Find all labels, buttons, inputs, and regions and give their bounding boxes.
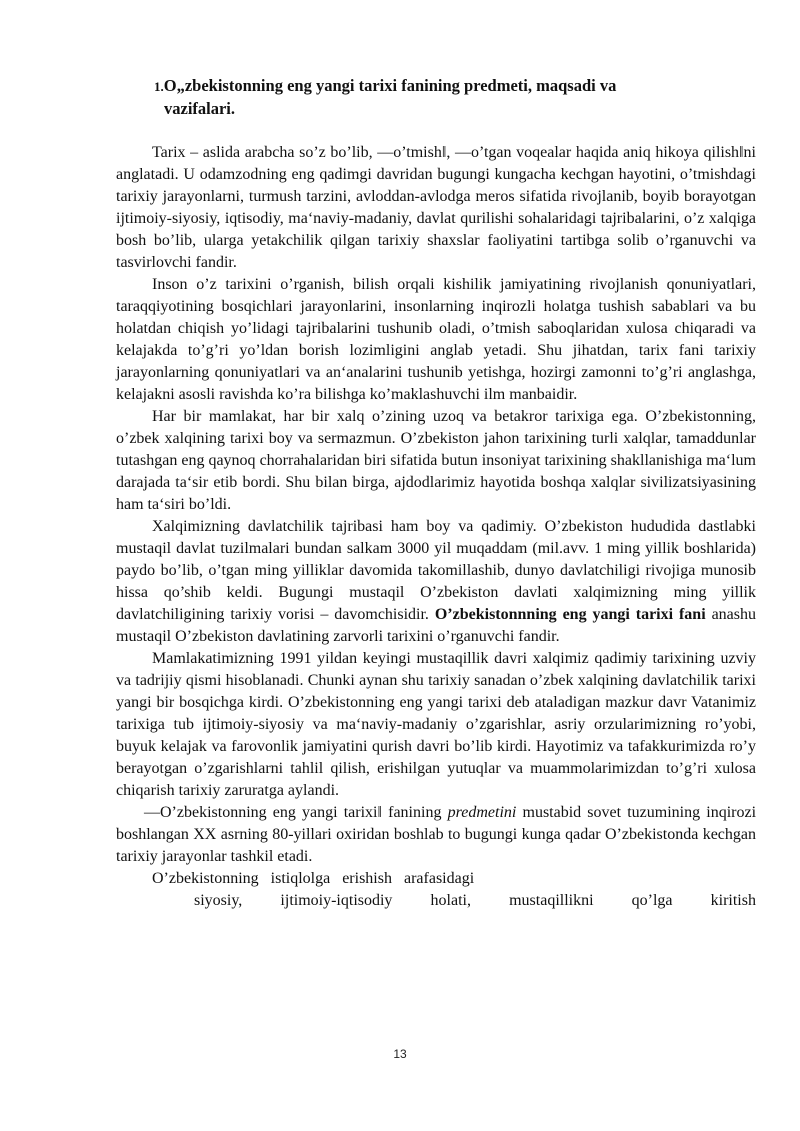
paragraph-2: Inson o’z tarixini o’rganish, bilish orqali kishilik jamiyatining rivojlanish qonuniyatlari, taraqqiyotining bosqichlari jarayonlarini, insonlarning inqirozli holatga tushish sabablari va bu holatdan chiqish yo’lidagi tajribalarini tushunib oladi, o’tmish saboqlaridan xulosa chiqaradi va kelajakda to’g’ri yo’ldan borish lozimligini anglab yetadi. Shu jihatdan, tarix fani tarixiy jarayonlarning qonuniyatlari va an‘analarini tushunib yetishga, hozirgi zamonni to’g’ri anglashga, kelajakni asosli ravishda ko’ra bilishga ko’maklashuvchi ilm manbaidir.: [116, 276, 756, 403]
paragraph-6-text-b: mustabid sovet tuzumining inqirozi boshlangan XX asrning 80-yillari oxiridan boshlab to bugungi kunga qadar O’zbekistonda kechgan tarixiy jarayonlar tashkil etadi.: [116, 804, 757, 865]
section-heading: [154, 75, 756, 120]
page-number: 13: [393, 1047, 407, 1061]
last-line-word: kiritish: [710, 892, 756, 909]
paragraph-6: [116, 802, 756, 868]
section-number: 1.: [154, 79, 164, 94]
paragraph-8-line: [116, 890, 756, 912]
last-line-word: holati,: [430, 892, 471, 909]
document-page: [116, 75, 756, 912]
paragraph-7: O’zbekistonning istiqlolga erishish arafasidagi: [152, 870, 475, 887]
paragraph-5: Mamlakatimizning 1991 yildan keyingi mustaqillik davri xalqimiz qadimiy tarixining uzviy va tadrijiy qismi hisoblanadi. Chunki aynan shu tarixiy sanadan o’zbek xalqining davlatchilik tarixi yangi bir bosqichga kirdi. O’zbekistonning eng yangi tarixi deb ataladigan mazkur davr Vatanimiz tarixiga tub ijtimoiy-siyosiy va ma‘naviy-madaniy o’zgarishlar, asriy orzularimizning ro’yobi, buyuk kelajak va farovonlik jamiyatini qurish davri bo’lib kirdi. Hayotimiz va tafakkurimizda ro’y berayotgan o’zgarishlarni tahlil qilish, erishilgan yutuqlar va muammolarimizdan to’g’ri xulosa chiqarish tarixiy zaruratga aylandi.: [116, 650, 756, 799]
paragraph-6-text-a: ―O’zbekistonning eng yangi tarixi‖ fanining: [144, 804, 442, 821]
last-line-word: mustaqillikni: [509, 892, 594, 909]
paragraph-1: Tarix – aslida arabcha so’z bo’lib, ―o’tmish‖, ―o’tgan voqealar haqida aniq hikoya qilish‖ni anglatadi. U odamzodning eng qadimgi davridan bugungi kungacha kechgan hayotini, o’tmishdagi tarixiy jarayonlarni, turmush tarzini, avloddan-avlodga meros sifatida rivojlanib, boyib borayotgan ijtimoiy-siyosiy, iqtisodiy, ma‘naviy-madaniy, davlat qurilishi sohalaridagi tajribalarini, o’z xalqiga bosh bo’lib, ularga yetakchilik qilgan tarixiy shaxslar faoliyatini tartibga solib o’rganuvchi va tasvirlovchi fandir.: [116, 144, 756, 271]
paragraph-4: [116, 516, 756, 648]
last-line-word: siyosiy,: [194, 892, 243, 909]
last-line-word: qo’lga: [631, 892, 673, 909]
section-title-line2: vazifalari.: [164, 99, 236, 118]
paragraph-6-italic-term: predmetini: [447, 804, 517, 821]
paragraph-4-bold-term: O’zbekistonnning eng yangi tarixi fani: [434, 606, 706, 623]
last-line-word: ijtimoiy-iqtisodiy: [280, 892, 393, 909]
section-title-line1: O„zbekistonning eng yangi tarixi fanining predmeti, maqsadi va: [163, 76, 617, 95]
paragraph-4-text-a: Xalqimizning davlatchilik tajribasi ham boy va qadimiy. O’zbekiston hududida dastlabki mustaqil davlat tuzilmalari bundan salkam 3000 yil muqaddam (mil.avv. 1 ming yillik boshlarida) paydo bo’lib, o’tgan ming yilliklar davomida takomillashib, dunyo davlatchiligi rivojiga munosib hissa qo’shib keldi. Bugungi mustaqil O’zbekiston davlati xalqimizning ming yillik davlatchiligining tarixiy vorisi – davomchisidir.: [116, 518, 756, 623]
paragraph-3: Har bir mamlakat, har bir xalq o’zining uzoq va betakror tarixiga ega. O’zbekistonning, o’zbek xalqining tarixi boy va sermazmun. O’zbekiston jahon tarixining turli xalqlar, tamaddunlar tutashgan eng qaynoq chorrahalaridan biri sifatida butun insoniyat tarixining shakllanishiga ma‘lum darajada ta‘sir etib bordi. Shu bilan birga, ajdodlarimiz hayotida boshqa xalqlar sivilizatsiyasining ham ta‘siri bo’ldi.: [116, 408, 756, 513]
paragraph-4-text-b: anashu mustaqil O’zbekiston davlatining zarvorli tarixini o’rganuvchi fandir.: [116, 606, 757, 645]
